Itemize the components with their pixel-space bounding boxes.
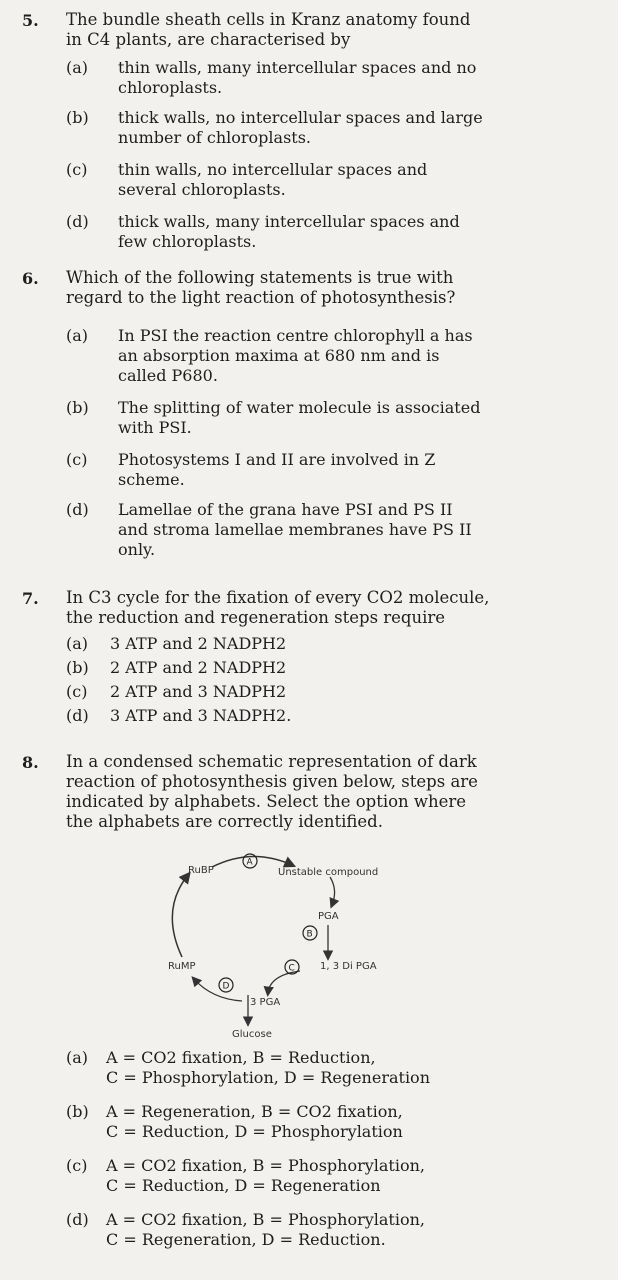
option-text: chloroplasts. [118,78,223,97]
option-text: several chloroplasts. [118,180,286,199]
question-stem [66,10,536,50]
option-text: Photosystems I and II are involved in Z [118,450,436,469]
label-rubp: RuBP [188,865,214,876]
label-glucose: Glucose [232,1029,272,1040]
option-text: thick walls, no intercellular spaces and large [118,108,483,127]
option-text: and stroma lamellae membranes have PS II [118,520,472,539]
option-label: (b) [66,1102,89,1121]
option-text: thick walls, many intercellular spaces and [118,212,460,231]
step-d-letter: D [222,981,230,992]
label-3-pga: 3 PGA [250,997,281,1008]
option-text: C = Reduction, D = Regeneration [106,1176,381,1195]
arrow-step-d [194,979,242,1001]
question-number: 8. [22,753,39,772]
option-text: Lamellae of the grana have PSI and PS II [118,500,453,519]
label-pga: PGA [318,911,339,922]
cycle-svg [160,845,420,1040]
option-text: C = Reduction, D = Phosphorylation [106,1122,403,1141]
option-text: called P680. [118,366,218,385]
question-number: 7. [22,589,39,608]
option-text: A = CO2 fixation, B = Phosphorylation, [106,1156,425,1175]
option-label: (a) [66,326,89,345]
stem-line: reaction of photosynthesis given below, steps are [66,772,478,791]
stem-line: In a condensed schematic representation of dark [66,752,477,771]
question-number: 5. [22,11,39,30]
question-stem [66,752,536,832]
stem-line: the alphabets are correctly identified. [66,812,383,831]
arrow-unstable-pga [330,877,335,905]
stem-line: In C3 cycle for the fixation of every CO2 molecule, [66,588,490,607]
option-text: 2 ATP and 2 NADPH2 [110,658,287,677]
option-text: few chloroplasts. [118,232,257,251]
stem-line: Which of the following statements is true with [66,268,454,287]
option-label: (b) [66,658,89,677]
option-text: an absorption maxima at 680 nm and is [118,346,440,365]
option-text: In PSI the reaction centre chlorophyll a has [118,326,473,345]
option-label: (d) [66,500,89,519]
option-label: (a) [66,58,89,77]
option-label: (a) [66,1048,89,1067]
stem-line: the reduction and regeneration steps require [66,608,446,627]
option-text: 2 ATP and 3 NADPH2 [110,682,287,701]
question-number: 6. [22,269,39,288]
option-text: C = Phosphorylation, D = Regeneration [106,1068,430,1087]
option-text: A = CO2 fixation, B = Phosphorylation, [106,1210,425,1229]
step-a-letter: A [246,857,253,868]
option-label: (c) [66,1156,88,1175]
stem-line: regard to the light reaction of photosynthesis? [66,288,456,307]
stem-line: indicated by alphabets. Select the option where [66,792,467,811]
option-text: only. [118,540,156,559]
label-di-pga: 1, 3 Di PGA [320,961,377,972]
label-unstable-compound: Unstable compound [278,867,379,878]
step-b-letter: B [306,929,313,940]
option-label: (a) [66,634,89,653]
option-text: C = Regeneration, D = Reduction. [106,1230,386,1249]
option-label: (b) [66,108,89,127]
stem-line: The bundle sheath cells in Kranz anatomy found [66,10,471,29]
question-stem [66,588,536,628]
label-rump: RuMP [168,961,196,972]
arrow-step-c [268,971,300,993]
option-text: 3 ATP and 3 NADPH2. [110,706,292,725]
option-text: 3 ATP and 2 NADPH2 [110,634,287,653]
option-label: (d) [66,1210,89,1229]
arrow-rump-rubp [172,875,188,957]
option-text: thin walls, many intercellular spaces and no [118,58,477,77]
option-text: A = CO2 fixation, B = Reduction, [106,1048,376,1067]
question-stem [66,268,536,308]
option-label: (c) [66,682,88,701]
option-text: thin walls, no intercellular spaces and [118,160,428,179]
option-label: (c) [66,450,88,469]
option-label: (c) [66,160,88,179]
option-text: A = Regeneration, B = CO2 fixation, [106,1102,403,1121]
option-text: scheme. [118,470,185,489]
option-label: (d) [66,706,89,725]
stem-line: in C4 plants, are characterised by [66,30,351,49]
option-text: with PSI. [118,418,192,437]
calvin-cycle-diagram [160,845,420,1040]
option-label: (b) [66,398,89,417]
option-label: (d) [66,212,89,231]
step-c-letter: C [288,963,295,974]
option-text: number of chloroplasts. [118,128,311,147]
option-text: The splitting of water molecule is associated [118,398,481,417]
